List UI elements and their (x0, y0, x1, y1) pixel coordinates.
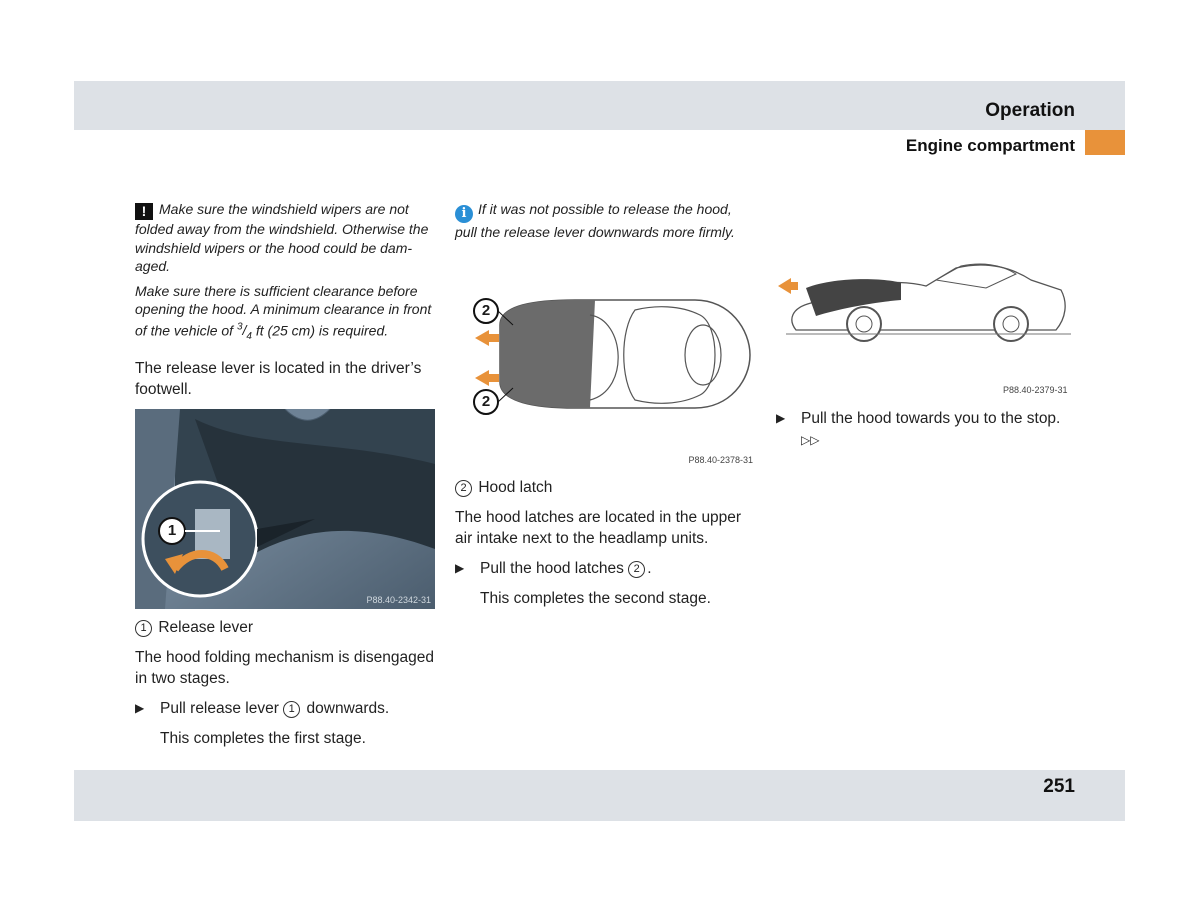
legend-label: Hood latch (478, 478, 553, 496)
step-text: Pull the hood latches (480, 559, 624, 577)
section-tab-marker (1085, 130, 1125, 155)
hood-latch-figure (455, 290, 755, 465)
subsection-title: Engine compartment (905, 136, 1075, 155)
legend-hood-latch (455, 477, 755, 498)
step-text: Pull the hood towards you to the stop. (801, 410, 1061, 427)
result-first-stage: This completes the first stage. (160, 730, 366, 748)
page-number: 251 (1043, 776, 1075, 797)
step-text-end: downwards. (306, 700, 390, 718)
clearance-note (135, 282, 435, 347)
header-band (74, 81, 1125, 130)
column-left (135, 200, 435, 758)
image-code: P88.40-2342-31 (366, 595, 431, 606)
step-text: Pull release lever (160, 700, 279, 718)
car-top-view-illustration (455, 290, 755, 465)
callout-number: 1 (135, 620, 152, 637)
result-second-stage: This completes the second stage. (480, 589, 711, 607)
warning-text-1: Make sure the windshield wipers are not folded away from the windshield. Otherwise the windshield wipers or the hood could be damaged. (135, 201, 429, 274)
footer-band (74, 770, 1125, 821)
callout-number: 1 (283, 701, 300, 718)
legend-label: Release lever (158, 619, 254, 637)
warning-note (135, 200, 435, 276)
continue-icon: ▷▷ (801, 433, 820, 447)
release-lever-figure (135, 409, 435, 609)
fraction-numerator: 3 (236, 321, 243, 333)
info-icon: i (455, 205, 473, 223)
info-note (455, 200, 755, 242)
step-pull-latches (455, 558, 755, 579)
triangle-right-icon: ▶ (135, 701, 145, 716)
callout-number: 2 (628, 561, 645, 578)
step-text-end: . (647, 559, 652, 577)
legend-release-lever (135, 617, 435, 638)
lever-location-text: The release lever is located in the driver’s footwell. (135, 360, 422, 399)
step-pull-lever (135, 698, 435, 719)
image-code: P88.40-2379-31 (1003, 385, 1068, 395)
clearance-text-end: ft (25 cm) is required. (255, 322, 389, 339)
latch-location-text: The hood latches are located in the upper air intake next to the headlamp units. (455, 508, 742, 547)
triangle-right-icon: ▶ (455, 560, 465, 575)
step-pull-hood (776, 408, 1076, 451)
info-text: If it was not possible to release the hood, pull the release lever downwards more firmly. (455, 201, 735, 240)
callout-2-bottom-label: 2 (481, 392, 491, 410)
callout-2-top-label: 2 (481, 301, 491, 319)
callout-number: 2 (455, 480, 472, 497)
callout-1-label: 1 (167, 522, 177, 540)
triangle-right-icon: ▶ (776, 411, 786, 425)
fraction-denominator: 4 (246, 330, 252, 342)
column-right (776, 200, 1076, 460)
section-title: Operation (985, 100, 1075, 121)
column-middle (455, 200, 755, 618)
footwell-illustration (135, 409, 435, 609)
fraction: $^3/_4$ (236, 321, 252, 342)
clearance-text: Make sure there is sufficient clearance before opening the hood. A minimum clearance in front of the vehicle of (135, 282, 432, 339)
image-code: P88.40-2378-31 (688, 454, 753, 465)
exclamation-icon: ! (135, 203, 153, 220)
mechanism-text: The hood folding mechanism is disengaged in two stages. (135, 649, 434, 688)
